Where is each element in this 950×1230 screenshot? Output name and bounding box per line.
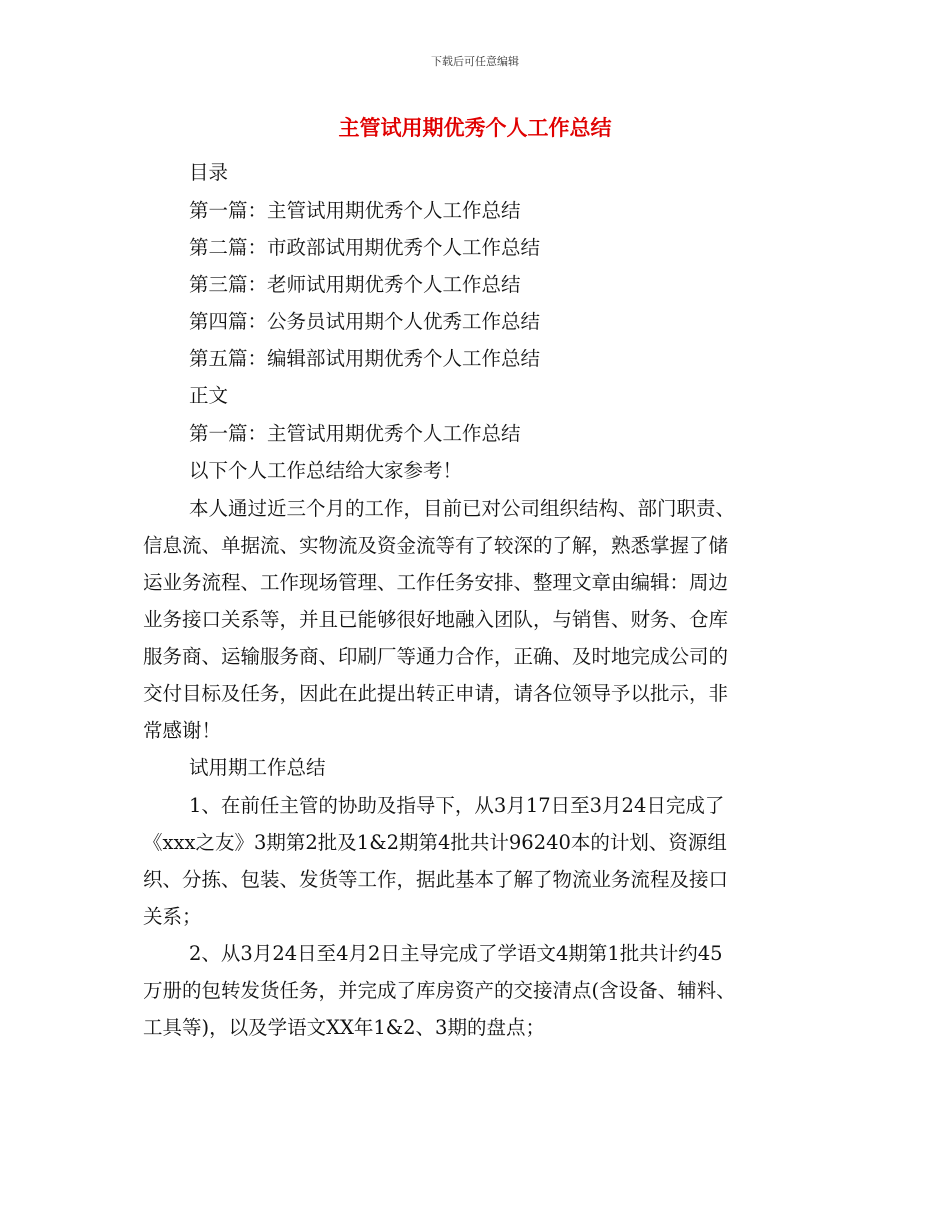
item2-line: 工具等)，以及学语文XX年1&2、3期的盘点； [143, 1016, 545, 1039]
para1-line: 业务接口关系等，并且已能够很好地融入团队，与销售、财务、仓库 [143, 608, 729, 631]
header-note: 下载后可任意编辑 [431, 55, 519, 68]
section-title: 试用期工作总结 [189, 756, 326, 779]
item1-line: 《xxx之友》3期第2批及1&2期第4批共计96240本的计划、资源组 [143, 831, 727, 854]
toc-item-1: 第一篇：主管试用期优秀个人工作总结 [189, 199, 521, 222]
item2-line: 2、从3月24日至4月2日主导完成了学语文4期第1批共计约45 [189, 942, 723, 965]
document-title: 主管试用期优秀个人工作总结 [338, 116, 612, 140]
body-heading: 正文 [189, 384, 229, 407]
toc-item-4: 第四篇：公务员试用期个人优秀工作总结 [189, 310, 541, 333]
intro-line: 以下个人工作总结给大家参考！ [189, 459, 463, 482]
toc-item-5: 第五篇：编辑部试用期优秀个人工作总结 [189, 347, 541, 370]
para1-line: 本人通过近三个月的工作，目前已对公司组织结构、部门职责、 [189, 497, 736, 520]
para1-line: 交付目标及任务，因此在此提出转正申请，请各位领导予以批示，非 [143, 682, 729, 705]
toc-heading: 目录 [189, 161, 229, 184]
item1-line: 关系； [143, 905, 202, 928]
para1-line: 常感谢！ [143, 719, 222, 742]
item1-line: 1、在前任主管的协助及指导下，从3月17日至3月24日完成了 [189, 794, 725, 817]
toc-item-3: 第三篇：老师试用期优秀个人工作总结 [189, 273, 521, 296]
para1-line: 运业务流程、工作现场管理、工作任务安排、整理文章由编辑：周边 [143, 571, 729, 594]
chapter-title: 第一篇：主管试用期优秀个人工作总结 [189, 422, 521, 445]
para1-line: 服务商、运输服务商、印刷厂等通力合作，正确、及时地完成公司的 [143, 645, 729, 668]
item2-line: 万册的包转发货任务，并完成了库房资产的交接清点(含设备、辅料、 [143, 979, 736, 1002]
item1-line: 织、分拣、包装、发货等工作，据此基本了解了物流业务流程及接口 [143, 868, 729, 891]
toc-item-2: 第二篇：市政部试用期优秀个人工作总结 [189, 236, 541, 259]
para1-line: 信息流、单据流、实物流及资金流等有了较深的了解，熟悉掌握了储 [143, 534, 729, 557]
